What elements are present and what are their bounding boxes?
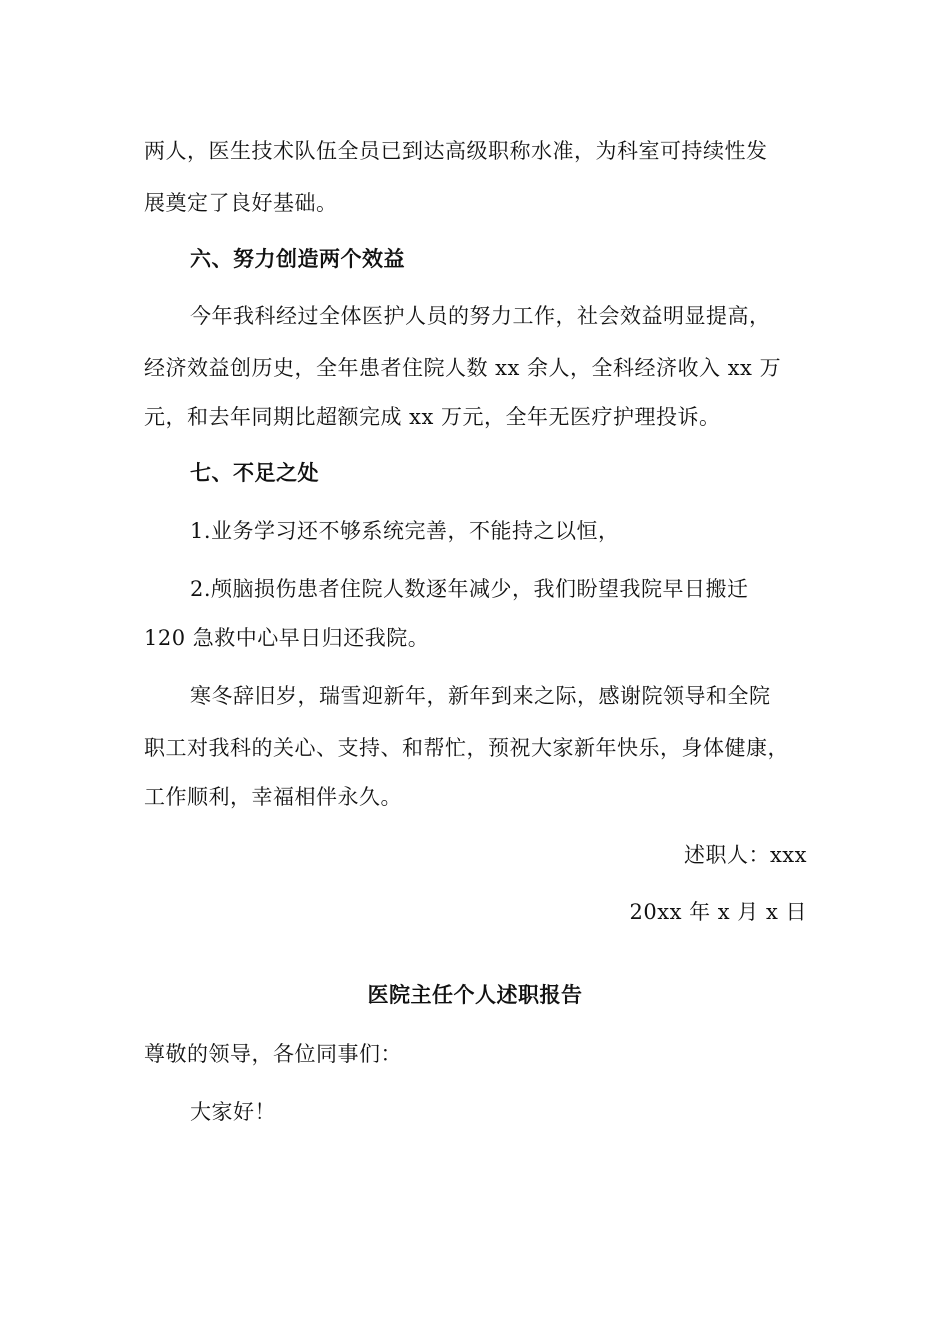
section-heading-7: 七、不足之处 — [190, 460, 319, 485]
list-item: 1.业务学习还不够系统完善，不能持之以恒， — [190, 519, 620, 543]
paragraph-line: 展奠定了良好基础。 — [144, 191, 338, 215]
section-heading-6: 六、努力创造两个效益 — [190, 246, 405, 271]
signature-reporter: 述职人：xxx — [683, 843, 807, 867]
paragraph-line: 经济效益创历史，全年患者住院人数 xx 余人，全科经济收入 xx 万 — [144, 356, 782, 380]
list-item-continuation: 120 急救中心早日归还我院。 — [144, 626, 430, 650]
closing-line: 工作顺利，幸福相伴永久。 — [144, 785, 402, 809]
list-item: 2.颅脑损伤患者住院人数逐年减少，我们盼望我院早日搬迁 — [190, 577, 749, 601]
greeting: 大家好！ — [190, 1100, 276, 1124]
closing-line: 职工对我科的关心、支持、和帮忙，预祝大家新年快乐，身体健康， — [144, 736, 789, 760]
salutation: 尊敬的领导，各位同事们： — [144, 1042, 402, 1066]
paragraph-line: 今年我科经过全体医护人员的努力工作，社会效益明显提高， — [190, 304, 771, 328]
paragraph-line: 元，和去年同期比超额完成 xx 万元，全年无医疗护理投诉。 — [144, 405, 721, 429]
signature-date: 20xx 年 x 月 x 日 — [629, 900, 807, 924]
paragraph-line: 两人，医生技术队伍全员已到达高级职称水准，为科室可持续性发 — [144, 139, 768, 163]
closing-line: 寒冬辞旧岁，瑞雪迎新年，新年到来之际，感谢院领导和全院 — [190, 684, 771, 708]
report-title: 医院主任个人述职报告 — [367, 982, 583, 1007]
